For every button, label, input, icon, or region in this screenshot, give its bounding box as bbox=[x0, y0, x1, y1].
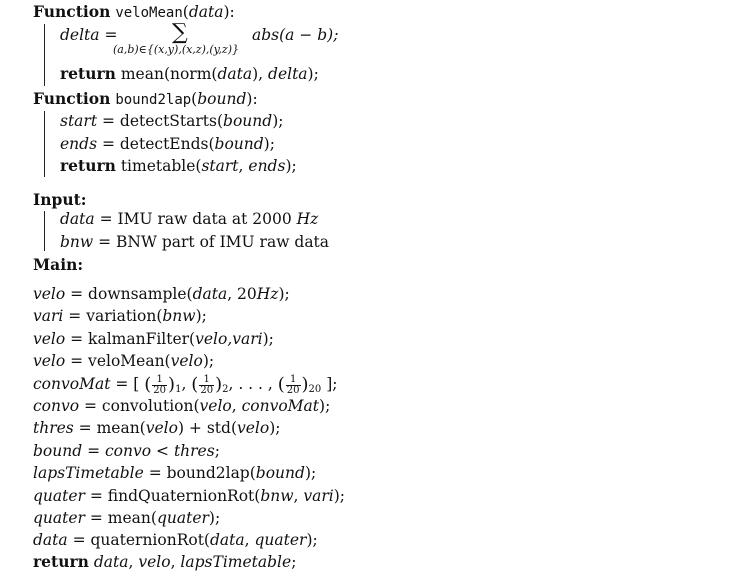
main-line-2: vari = variation(bnw); bbox=[33, 307, 207, 325]
function-name: veloMean bbox=[115, 5, 183, 21]
main-line-10: quater = findQuaternionRot(bnw, vari); bbox=[33, 487, 346, 505]
fraction: $\frac{1}{20}$ bbox=[153, 373, 167, 396]
velomean-return-line: return mean(norm(data), delta); bbox=[60, 64, 319, 83]
main-line-7: thres = mean(velo) + std(velo); bbox=[33, 419, 281, 437]
function-param: data bbox=[188, 3, 224, 21]
input-bnw-line: bnw = BNW part of IMU raw data bbox=[60, 233, 330, 251]
main-line-11: quater = mean(quater); bbox=[33, 509, 221, 527]
input-scope-bar bbox=[44, 211, 45, 251]
main-label: Main: bbox=[33, 255, 84, 274]
function-velomean-header: Function veloMean(data): bbox=[33, 2, 235, 21]
input-data-line: data = IMU raw data at 2000 Hz bbox=[60, 210, 319, 228]
start-assign-line: start = detectStarts(bound); bbox=[60, 112, 284, 130]
main-line-4: velo = veloMean(velo); bbox=[33, 352, 215, 370]
delta-assign-line: delta = bbox=[60, 26, 118, 44]
main-line-3: velo = kalmanFilter(velo,vari); bbox=[33, 330, 274, 348]
main-line-12: data = quaternionRot(data, quater); bbox=[33, 531, 318, 549]
sum-subscript: (a,b)∈{(x,y),(x,z),(y,z)} bbox=[113, 43, 240, 56]
function-keyword: Function bbox=[33, 89, 111, 108]
main-line-5: convoMat = [ ( $\frac{1}{20}$ )$_1$, ( $\frac{1}{20}$ )$_2$, . . . , ( $\frac{1}{20}$ )$_{20}$ ]; bbox=[33, 373, 338, 396]
function-bound2lap-header: Function bound2lap(bound): bbox=[33, 89, 258, 108]
sum-symbol: ∑ bbox=[172, 20, 188, 45]
bound2lap-scope-bar bbox=[44, 111, 45, 177]
main-line-9: lapsTimetable = bound2lap(bound); bbox=[33, 464, 317, 482]
fraction: $\frac{1}{20}$ bbox=[286, 373, 300, 396]
function-name: bound2lap bbox=[115, 92, 192, 108]
main-line-1: velo = downsample(data, 20Hz); bbox=[33, 285, 290, 303]
sum-body: abs(a − b); bbox=[252, 26, 339, 44]
main-return-line: return data, velo, lapsTimetable; bbox=[33, 552, 297, 571]
main-line-6: convo = convolution(velo, convoMat); bbox=[33, 397, 331, 415]
fraction: $\frac{1}{20}$ bbox=[200, 373, 214, 396]
function-keyword: Function bbox=[33, 2, 111, 21]
input-label: Input: bbox=[33, 190, 87, 209]
bound2lap-return-line: return timetable(start, ends); bbox=[60, 156, 297, 175]
velomean-scope-bar bbox=[44, 24, 45, 86]
main-line-8: bound = convo < thres; bbox=[33, 442, 220, 460]
function-param: bound bbox=[197, 90, 247, 108]
ends-assign-line: ends = detectEnds(bound); bbox=[60, 135, 275, 153]
